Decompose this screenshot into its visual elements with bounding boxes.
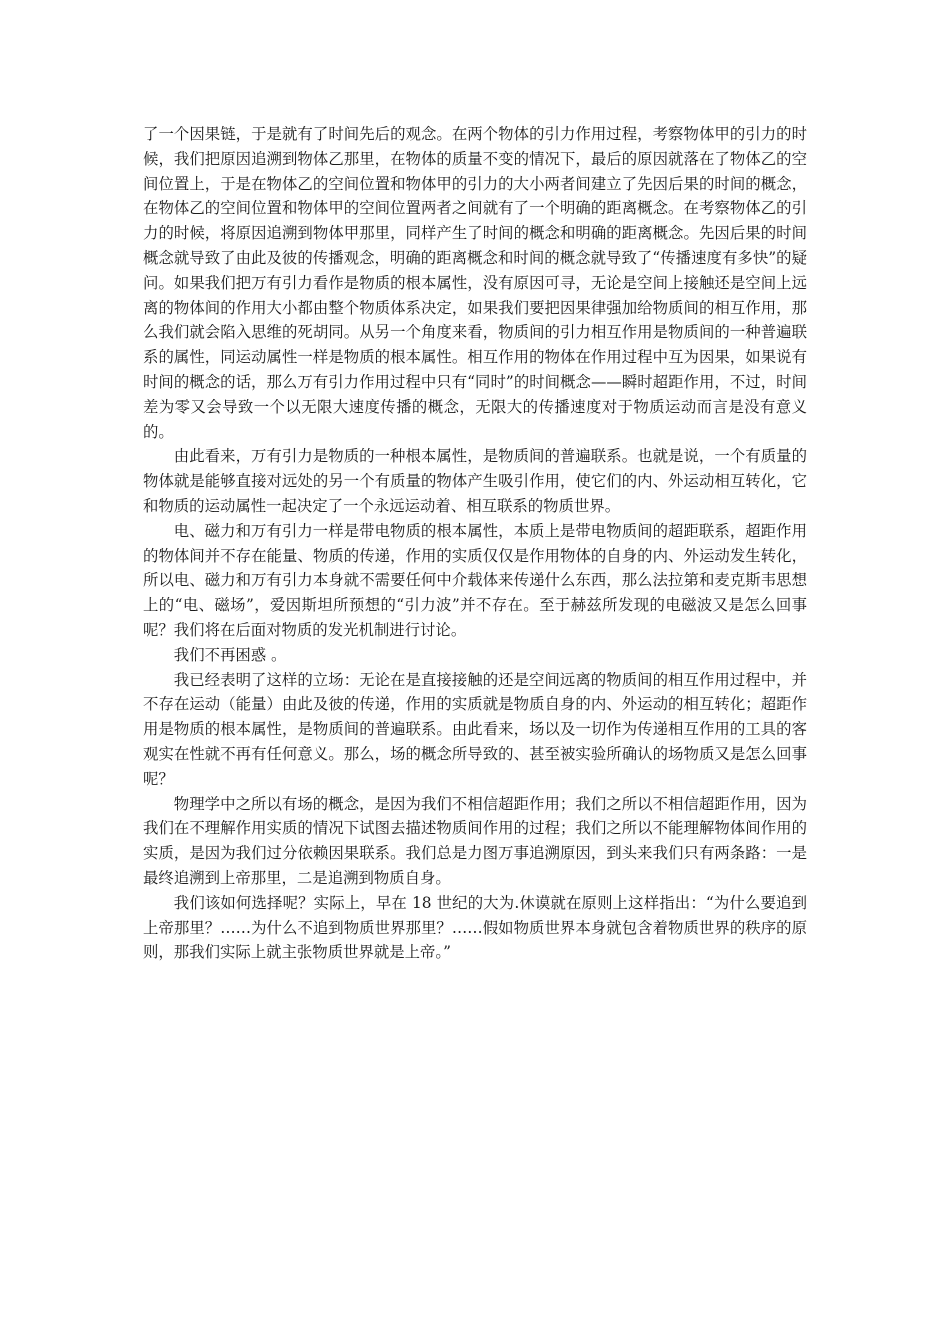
paragraph-5: 我已经表明了这样的立场：无论在是直接接触的还是空间远离的物质间的相互作用过程中，并不存在运动（能量）由此及彼的传递，作用的实质就是物质自身的内、外运动的相互转化；超距作用是物质的根本属性，是物质间的普遍联系。由此看来，场以及一切作为传递相互作用的工具的客观实在性就不再有任何意义。那么，场的概念所导致的、甚至被实验所确认的场物质又是怎么回事呢？ [143, 670, 807, 788]
paragraph-1: 了一个因果链，于是就有了时间先后的观念。在两个物体的引力作用过程，考察物体甲的引力的时候，我们把原因追溯到物体乙那里，在物体的质量不变的情况下，最后的原因就落在了物体乙的空间位置上，于是在物体乙的空间位置和物体甲的引力的大小两者间建立了先因后果的时间的概念，在物体乙的空间位置和物体甲的空间位置两者之间就有了一个明确的距离概念。在考察物体乙的引力的时候，将原因追溯到物体甲那里，同样产生了时间的概念和明确的距离概念。先因后果的时间概念就导致了由此及彼的传播观念，明确的距离概念和时间的概念就导致了“传播速度有多快”的疑问。如果我们把万有引力看作是物质的根本属性，没有原因可寻，无论是空间上接触还是空间上远离的物体间的作用大小都由整个物质体系决定，如果我们要把因果律强加给物质间的相互作用，那么我们就会陷入思维的死胡同。从另一个角度来看，物质间的引力相互作用是物质间的一种普遍联系的属性，同运动属性一样是物质的根本属性。相互作用的物体在作用过程中互为因果，如果说有时间的概念的话，那么万有引力作用过程中只有“同时”的时间概念——瞬时超距作用，不过，时间差为零又会导致一个以无限大速度传播的概念，无限大的传播速度对于物质运动而言是没有意义的。 [143, 125, 807, 441]
paragraph-2: 由此看来，万有引力是物质的一种根本属性，是物质间的普遍联系。也就是说，一个有质量的物体就是能够直接对远处的另一个有质量的物体产生吸引作用，使它们的内、外运动相互转化，它和物质的运动属性一起决定了一个永远运动着、相互联系的物质世界。 [143, 447, 807, 515]
paragraph-7: 我们该如何选择呢？实际上，早在 18 世纪的大为.休谟就在原则上这样指出：“为什么要追到上帝那里？……为什么不追到物质世界那里？……假如物质世界本身就包含着物质世界的秩序的原则，那我们实际上就主张物质世界就是上帝。” [143, 893, 807, 962]
paragraph-3: 电、磁力和万有引力一样是带电物质的根本属性，本质上是带电物质间的超距联系，超距作用的物体间并不存在能量、物质的传递，作用的实质仅仅是作用物体的自身的内、外运动发生转化，所以电、磁力和万有引力本身就不需要任何中介载体来传递什么东西，那么法拉第和麦克斯韦思想上的“电、磁场”，爱因斯坦所预想的“引力波”并不存在。至于赫兹所发现的电磁波又是怎么回事呢？我们将在后面对物质的发光机制进行讨论。 [143, 521, 807, 639]
paragraph-4: 我们不再困惑 。 [173, 645, 287, 664]
document-body [143, 122, 807, 965]
paragraph-6: 物理学中之所以有场的概念，是因为我们不相信超距作用；我们之所以不相信超距作用，因为我们在不理解作用实质的情况下试图去描述物质间作用的过程；我们之所以不能理解物体间作用的实质，是因为我们过分依赖因果联系。我们总是力图万事追溯原因，到头来我们只有两条路：一是最终追溯到上帝那里，二是追溯到物质自身。 [143, 794, 807, 887]
